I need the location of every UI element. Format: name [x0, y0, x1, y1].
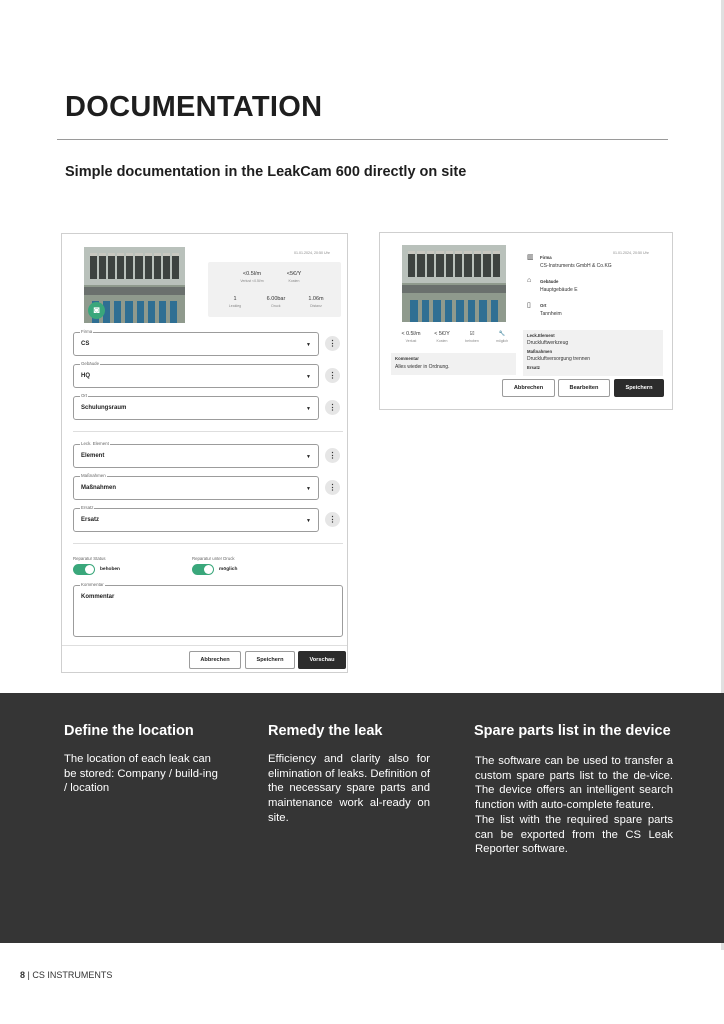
company-icon: ▥	[527, 254, 534, 261]
repair-status-label: Reparatur Status	[73, 556, 106, 561]
leak-element-select[interactable]: Leck. Element Element ▼	[73, 444, 319, 468]
company-label: Firma	[540, 255, 552, 260]
page-title: DOCUMENTATION	[65, 91, 323, 123]
section-divider	[73, 431, 343, 432]
stat-loss: < 0.5l/m Verlust	[401, 331, 421, 343]
feature-heading-spare-parts: Spare parts list in the device	[474, 723, 671, 739]
feature-text-remedy: Efficiency and clarity also for elimination of leaks. Definition of the necessary spare parts and maintenance work al-ready on site.	[268, 753, 431, 824]
comment-field[interactable]: Kommentar Kommentar	[73, 585, 343, 637]
company-select[interactable]: Firma CS ▼	[73, 332, 319, 356]
feature-band	[0, 693, 724, 943]
building-label: Gebäude	[540, 279, 559, 284]
caret-down-icon: ▼	[306, 486, 311, 492]
feature-text-location: The location of each leak can be stored: Company / build-ing / location	[64, 753, 218, 795]
comment-panel: Kommentar Alles wieder in Ordnung.	[391, 353, 516, 375]
feature-heading-remedy: Remedy the leak	[268, 723, 383, 739]
location-value: Tannheim	[540, 311, 562, 317]
footer-brand: CS INSTRUMENTS	[32, 970, 113, 980]
timestamp: 01.01.2024, 20:50 Uhr	[613, 251, 649, 255]
section-divider	[73, 543, 343, 544]
repair-status-value: behoben	[100, 567, 120, 572]
feature-heading-location: Define the location	[64, 723, 194, 739]
location-select[interactable]: Ort Schulungsraum ▼	[73, 396, 319, 420]
measures-select[interactable]: Maßnahmen Maßnahmen ▼	[73, 476, 319, 500]
leak-photo	[402, 245, 506, 322]
footer-separator: |	[27, 970, 30, 980]
leak-photo	[84, 247, 185, 323]
stat-distance: 1.06m Distanz	[308, 296, 324, 308]
location-label: Ort	[540, 303, 547, 308]
repair-under-pressure-label: Reparatur unter Druck	[192, 556, 235, 561]
edit-button[interactable]: Bearbeiten	[558, 379, 610, 397]
spare-part-select[interactable]: Ersatz Ersatz ▼	[73, 508, 319, 532]
footer-divider	[62, 645, 347, 646]
preview-button[interactable]: Vorschau	[298, 651, 346, 669]
caret-down-icon: ▼	[306, 342, 311, 348]
measures-menu-icon[interactable]: ⋮	[325, 480, 340, 495]
page-footer	[20, 970, 112, 980]
location-icon: ▯	[527, 302, 531, 309]
repair-under-pressure-value: möglich	[219, 567, 238, 572]
caret-down-icon: ▼	[306, 454, 311, 460]
page-number: 8	[20, 970, 26, 980]
wrench-icon: 🔧 möglich	[495, 331, 509, 343]
building-menu-icon[interactable]: ⋮	[325, 368, 340, 383]
company-menu-icon[interactable]: ⋮	[325, 336, 340, 351]
timestamp: 01.01.2024, 20:50 Uhr	[294, 251, 330, 255]
camera-icon[interactable]: ◙	[88, 302, 105, 319]
checkbox-icon: ☑ behoben	[465, 331, 479, 343]
repair-under-pressure-toggle[interactable]	[192, 564, 214, 575]
spare-part-menu-icon[interactable]: ⋮	[325, 512, 340, 527]
cancel-button[interactable]: Abbrechen	[502, 379, 555, 397]
details-panel: Leck.Element Druckluftwerkzeug Maßnahmen Druckluftversorgung trennen Ersatz	[523, 330, 663, 376]
building-select[interactable]: Gebäude HQ ▼	[73, 364, 319, 388]
caret-down-icon: ▼	[306, 406, 311, 412]
title-divider	[57, 139, 668, 140]
leakcam-detail-screen	[379, 232, 673, 410]
feature-text-spare-parts: The software can be used to transfer a custom spare parts list to the de-vice. The device offers an intelligent search function with auto-complete feature. The list with the required spare parts can be exported from the CS Leak Reporter software.	[475, 755, 673, 856]
caret-down-icon: ▼	[306, 518, 311, 524]
save-button[interactable]: Speichern	[614, 379, 664, 397]
cancel-button[interactable]: Abbrechen	[189, 651, 241, 669]
stat-pressure: 6.00bar Druck	[266, 296, 286, 308]
save-button[interactable]: Speichern	[245, 651, 295, 669]
stat-loss: <0.5l/m Verlust <0.5l/m	[240, 271, 264, 283]
page-subtitle: Simple documentation in the LeakCam 600 directly on site	[65, 164, 467, 180]
stats-panel	[208, 262, 341, 317]
location-menu-icon[interactable]: ⋮	[325, 400, 340, 415]
caret-down-icon: ▼	[306, 374, 311, 380]
stat-cost: < 5€/Y Kosten	[434, 331, 450, 343]
building-value: Hauptgebäude E	[540, 287, 578, 293]
stat-leaktag: 1 Leakleg	[228, 296, 242, 308]
company-value: CS-Instruments GmbH & Co.KG	[540, 263, 612, 269]
building-icon: ⌂	[527, 277, 532, 284]
repair-status-toggle[interactable]	[73, 564, 95, 575]
leakcam-form-screen	[61, 233, 348, 673]
stat-cost: <5€/Y Kosten	[286, 271, 302, 283]
leak-element-menu-icon[interactable]: ⋮	[325, 448, 340, 463]
